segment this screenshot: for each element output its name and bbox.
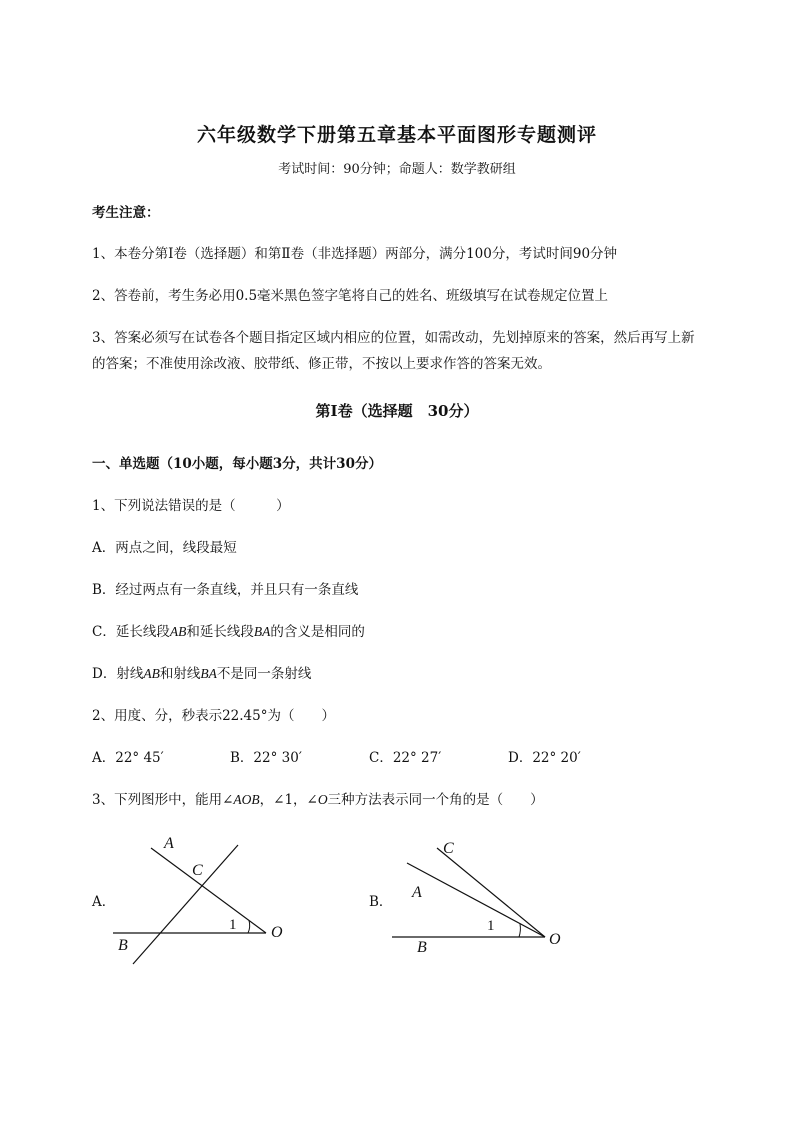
q3-stem (92, 788, 544, 808)
q1-d-pre: D．射线 (92, 666, 144, 682)
section-title: 第Ⅰ卷（选择题 30分） (315, 402, 479, 420)
q3-stem-var2: O (317, 792, 328, 807)
fig-a-angle-1: 1 (229, 917, 237, 933)
notice-item-1: 1、本卷分第Ⅰ卷（选择题）和第Ⅱ卷（非选择题）两部分，满分100分，考试时间90分钟 (92, 246, 618, 262)
q1-c-var1: AB (169, 624, 187, 639)
fig-a-point-a: A (164, 835, 174, 852)
fig-b-point-b: B (417, 939, 427, 956)
q1-stem: 1、下列说法错误的是（ ） (92, 498, 290, 514)
fig-a-point-b: B (118, 937, 128, 954)
q1-d-var1: AB (143, 666, 160, 681)
q1-option-a: A．两点之间，线段最短 (92, 540, 237, 556)
notice-item-3: 3、答案必须写在试卷各个题目指定区域内相应的位置，如需改动，先划掉原来的答案，然后再写上新 (92, 330, 695, 346)
fig-a-point-o: O (271, 924, 283, 941)
fig-b-point-c: C (443, 840, 454, 857)
q3-stem-var1: AOB (233, 792, 260, 807)
fig-b-line-ao (407, 863, 545, 937)
q1-c-var2: BA (253, 624, 271, 639)
notice-item-3-cont: 的答案；不准使用涂改液、胶带纸、修正带，不按以上要求作答的答案无效。 (92, 356, 551, 372)
q1-option-c (92, 620, 365, 640)
q1-c-pre: C．延长线段 (92, 624, 170, 640)
fig-b-angle-1: 1 (487, 918, 495, 934)
q3-fig-b-label: B． (369, 894, 393, 910)
q1-d-var2: BA (200, 666, 217, 681)
q3-figure-a (108, 830, 308, 970)
fig-b-angle-arc (519, 924, 520, 937)
q3-fig-a-label: A． (92, 894, 116, 910)
q1-c-mid: 和延长线段 (186, 624, 254, 640)
q2-option-a: A．22° 45′ (92, 750, 164, 766)
q3-figure-b (385, 830, 585, 970)
fig-a-point-c: C (192, 862, 203, 879)
fig-a-transversal (133, 845, 238, 964)
notice-heading: 考生注意： (92, 205, 160, 221)
q1-c-post: 的含义是相同的 (270, 624, 365, 640)
q3-stem-post: 三种方法表示同一个角的是（ ） (327, 792, 544, 808)
q1-option-b: B．经过两点有一条直线，并且只有一条直线 (92, 582, 359, 598)
q2-option-b: B．22° 30′ (230, 750, 302, 766)
q1-d-post: 不是同一条射线 (216, 666, 312, 682)
fig-b-point-a: A (412, 884, 422, 901)
notice-item-2: 2、答卷前，考生务必用0.5毫米黑色签字笔将自己的姓名、班级填写在试卷规定位置上 (92, 288, 609, 304)
fig-b-point-o: O (549, 931, 561, 948)
q3-stem-pre: 3、下列图形中，能用∠ (92, 792, 234, 808)
q1-d-mid: 和射线 (159, 666, 201, 682)
q1-option-d (92, 662, 311, 682)
part-heading: 一、单选题（10小题，每小题3分，共计30分） (92, 456, 382, 472)
q2-stem: 2、用度、分，秒表示22.45°为（ ） (92, 708, 335, 724)
fig-a-angle-arc (248, 921, 250, 934)
q2-option-d: D．22° 20′ (508, 750, 581, 766)
q3-stem-mid: ，∠1，∠ (259, 792, 318, 808)
exam-subtitle: 考试时间：90分钟；命题人：数学教研组 (278, 162, 516, 177)
q2-option-c: C．22° 27′ (369, 750, 442, 766)
page-title: 六年级数学下册第五章基本平面图形专题测评 (196, 124, 597, 146)
fig-a-line-ao (151, 848, 266, 933)
